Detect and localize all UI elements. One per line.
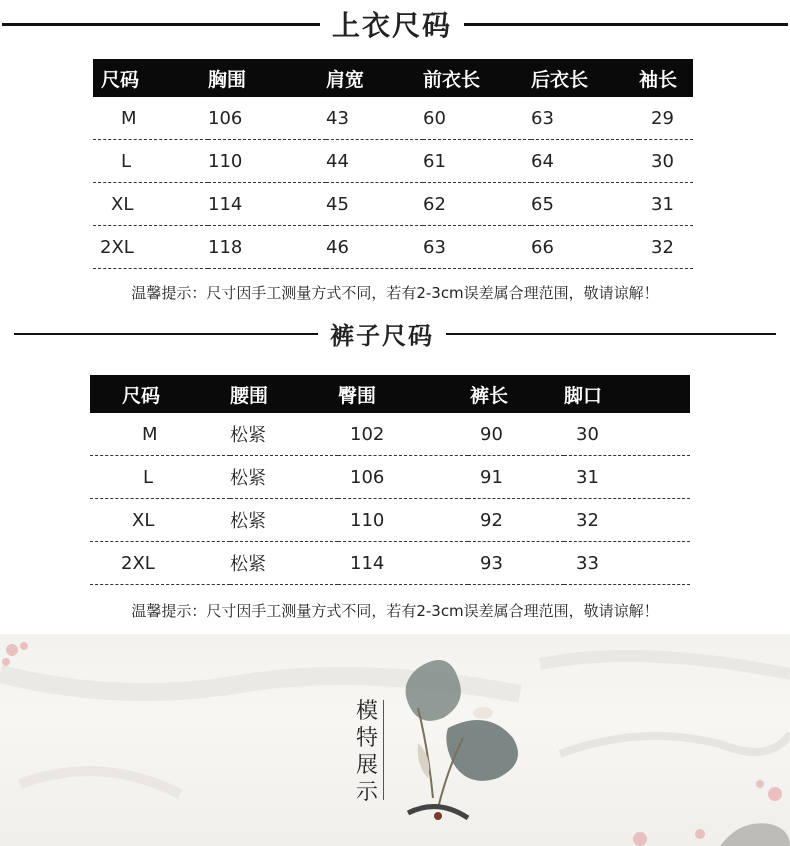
table-cell: 114 (208, 183, 326, 226)
table-cell: 46 (326, 226, 423, 269)
table-cell: 61 (423, 140, 531, 183)
header-cell: 脚口 (564, 375, 690, 413)
header-cell: 后衣长 (531, 59, 639, 97)
header-cell: 裤长 (468, 375, 564, 413)
pants-size-title: 裤子尺码 (330, 322, 434, 350)
table-row (90, 413, 690, 456)
heading-rule-left (2, 23, 320, 26)
table-cell: 30 (564, 413, 690, 456)
heading-rule-right (446, 333, 776, 335)
size-cell: L (90, 456, 230, 499)
table-cell: 45 (326, 183, 423, 226)
table-cell: 63 (531, 97, 639, 140)
pants-size-table (90, 375, 690, 585)
table-cell: 65 (531, 183, 639, 226)
size-cell: XL (90, 499, 230, 542)
table-cell: 106 (338, 456, 468, 499)
table-cell: 松紧 (230, 456, 338, 499)
size-cell: 2XL (93, 226, 208, 269)
pants-size-note: 温馨提示：尺寸因手工测量方式不同，若有2-3cm误差属合理范围，敬请谅解！ (131, 602, 659, 620)
header-cell: 袖长 (639, 59, 693, 97)
table-cell: 118 (208, 226, 326, 269)
header-cell: 胸围 (208, 59, 326, 97)
top-size-table (93, 59, 693, 269)
table-cell: 31 (564, 456, 690, 499)
table-cell: 43 (326, 97, 423, 140)
table-cell: 32 (564, 499, 690, 542)
heading-rule-right (464, 23, 788, 26)
table-header-row (93, 59, 693, 97)
table-row (90, 456, 690, 499)
table-cell: 松紧 (230, 413, 338, 456)
top-size-title: 上衣尺码 (331, 9, 452, 42)
table-row (90, 542, 690, 585)
header-cell: 尺码 (93, 59, 208, 97)
pants-size-heading (0, 316, 790, 351)
table-cell: 62 (423, 183, 531, 226)
table-cell: 60 (423, 97, 531, 140)
table-cell: 63 (423, 226, 531, 269)
table-cell: 64 (531, 140, 639, 183)
table-cell: 110 (338, 499, 468, 542)
model-section-banner (0, 634, 790, 846)
heading-rule-left (14, 333, 318, 335)
table-cell: 44 (326, 140, 423, 183)
table-cell: 松紧 (230, 499, 338, 542)
model-showcase-label: 模特展示 (355, 699, 378, 805)
size-cell: M (90, 413, 230, 456)
header-cell: 肩宽 (326, 59, 423, 97)
table-cell: 30 (639, 140, 693, 183)
table-row (93, 183, 693, 226)
table-cell: 91 (468, 456, 564, 499)
table-cell: 松紧 (230, 542, 338, 585)
table-cell: 102 (338, 413, 468, 456)
table-cell: 29 (639, 97, 693, 140)
table-cell: 33 (564, 542, 690, 585)
lotus-leaf-ink-painting-icon (388, 648, 528, 828)
header-cell: 腰围 (230, 375, 338, 413)
table-cell: 31 (639, 183, 693, 226)
table-cell: 66 (531, 226, 639, 269)
table-cell: 90 (468, 413, 564, 456)
header-cell: 尺码 (90, 375, 230, 413)
table-cell: 93 (468, 542, 564, 585)
table-row (93, 97, 693, 140)
top-size-note: 温馨提示：尺寸因手工测量方式不同，若有2-3cm误差属合理范围，敬请谅解！ (131, 284, 659, 302)
table-row (93, 226, 693, 269)
table-cell: 92 (468, 499, 564, 542)
top-size-heading (0, 4, 790, 44)
label-divider-line (383, 700, 384, 800)
table-header-row (90, 375, 690, 413)
header-cell: 前衣长 (423, 59, 531, 97)
table-row (90, 499, 690, 542)
size-cell: XL (93, 183, 208, 226)
table-cell: 32 (639, 226, 693, 269)
size-cell: 2XL (90, 542, 230, 585)
table-cell: 110 (208, 140, 326, 183)
size-cell: L (93, 140, 208, 183)
table-cell: 114 (338, 542, 468, 585)
header-cell: 臀围 (338, 375, 468, 413)
size-cell: M (93, 97, 208, 140)
table-cell: 106 (208, 97, 326, 140)
table-row (93, 140, 693, 183)
